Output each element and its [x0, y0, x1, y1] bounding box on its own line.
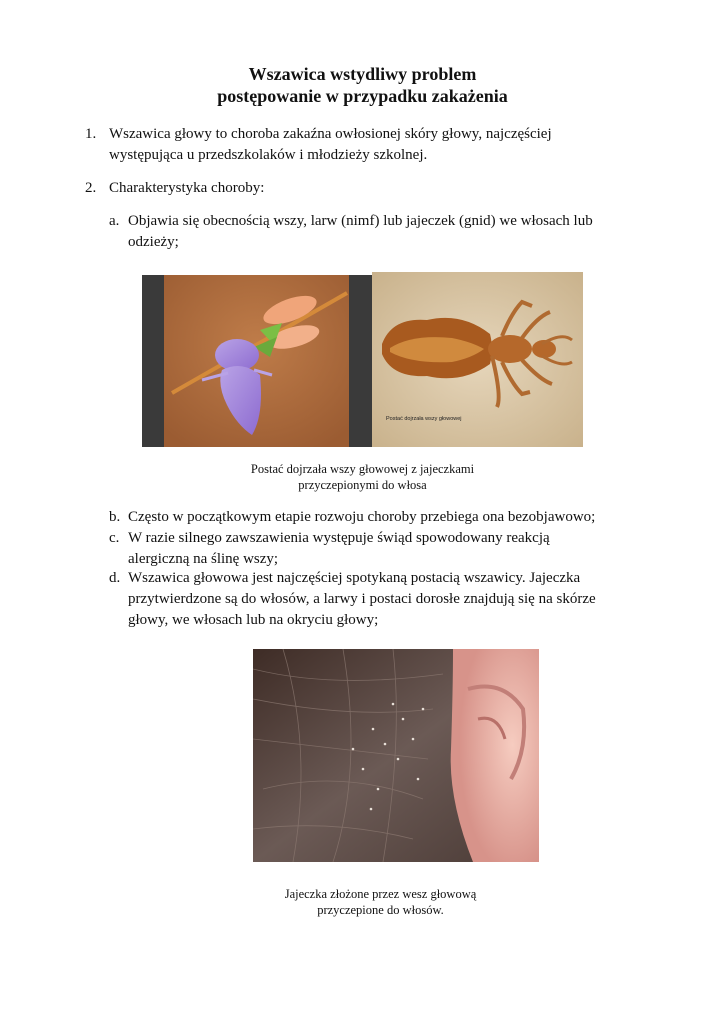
sub-item-b	[109, 507, 669, 528]
caption-line: Jajeczka złożone przez wesz głowową	[284, 887, 477, 901]
louse-sem-illustration	[142, 275, 372, 447]
document-title	[0, 63, 725, 107]
sub-item-c	[109, 528, 669, 570]
photo-inset-label: Postać dojrzała wszy głowowej	[386, 416, 462, 422]
sub-item-text: przytwierdzone są do włosów, a larwy i postaci dorosłe znajdują się na skórze	[128, 591, 596, 607]
title-line-1: Wszawica wstydliwy problem	[248, 64, 477, 84]
sub-item-text: głowy, we włosach lub na okryciu głowy;	[128, 612, 379, 628]
sub-item-text: odzieży;	[128, 234, 179, 250]
sub-item-letter: b.	[109, 509, 121, 525]
louse-micro-photo	[372, 272, 583, 447]
title-line-2: postępowanie w przypadku zakażenia	[217, 86, 508, 106]
list-number: 2.	[85, 180, 97, 196]
sub-item-text: Objawia się obecnością wszy, larw (nimf) lub jajeczek (gnid) we włosach lub	[128, 213, 593, 229]
sub-item-d	[109, 568, 669, 631]
figure-caption-lice	[0, 461, 725, 493]
sub-item-letter: a.	[109, 213, 120, 229]
louse-sem-photo	[142, 275, 372, 447]
sub-item-a	[109, 211, 669, 253]
caption-line: Postać dojrzała wszy głowowej z jajeczkami	[250, 462, 475, 476]
list-item-2	[85, 178, 645, 199]
list-number: 1.	[85, 126, 97, 142]
list-item-text: Charakterystyka choroby:	[109, 180, 265, 196]
sub-item-letter: d.	[109, 570, 121, 586]
list-item-text: występująca u przedszkolaków i młodzieży szkolnej.	[109, 147, 428, 163]
list-item-1	[85, 124, 645, 166]
sub-item-letter: c.	[109, 530, 120, 546]
hair-nits-illustration	[253, 649, 539, 862]
sub-item-text: W razie silnego zawszawienia występuje świąd spowodowany reakcją	[128, 530, 550, 546]
hair-nits-photo	[253, 649, 539, 862]
sub-item-text: Często w początkowym etapie rozwoju choroby przebiega ona bezobjawowo;	[128, 509, 596, 525]
sub-item-text: Wszawica głowowa jest najczęściej spotykaną postacią wszawicy. Jajeczka	[128, 570, 581, 586]
caption-line: przyczepione do włosów.	[317, 903, 444, 917]
figure-caption-nits	[18, 886, 725, 918]
caption-line: przyczepionymi do włosa	[298, 478, 427, 492]
sub-item-text: alergiczną na ślinę wszy;	[128, 551, 279, 567]
list-item-text: Wszawica głowy to choroba zakaźna owłosionej skóry głowy, najczęściej	[109, 126, 552, 142]
